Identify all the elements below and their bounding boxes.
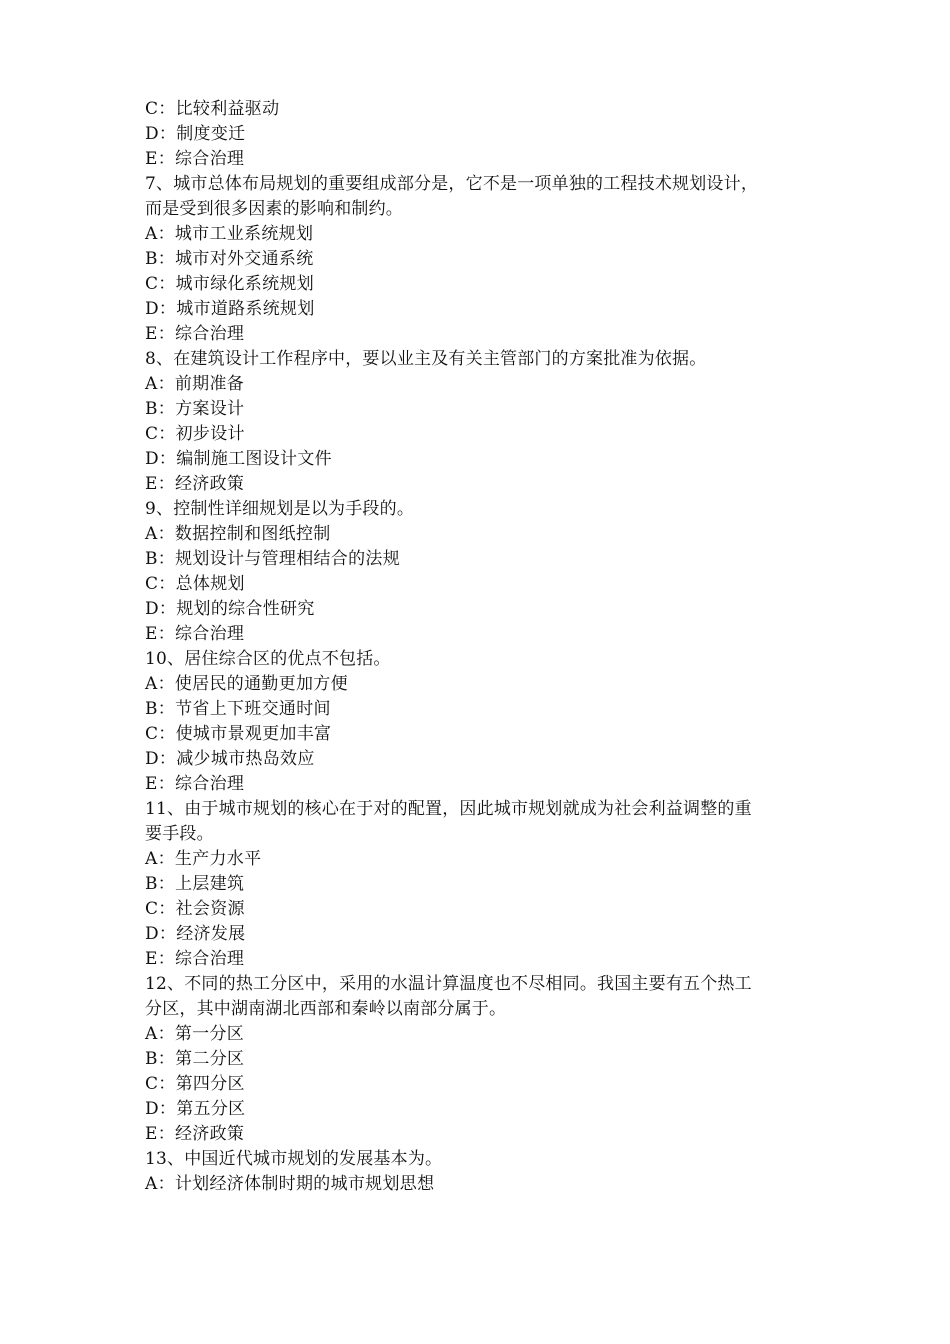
option-line: C：初步设计 bbox=[145, 424, 245, 444]
option-line: D：编制施工图设计文件 bbox=[145, 449, 332, 469]
question-line: 而是受到很多因素的影响和制约。 bbox=[145, 199, 403, 219]
option-line: E：综合治理 bbox=[145, 949, 245, 969]
option-line: E：综合治理 bbox=[145, 149, 245, 169]
option-line: A：使居民的通勤更加方便 bbox=[145, 674, 348, 694]
option-line: E：经济政策 bbox=[145, 474, 245, 494]
option-line: A：第一分区 bbox=[145, 1024, 245, 1044]
option-line: B：上层建筑 bbox=[145, 874, 245, 894]
question-line: 10、居住综合区的优点不包括。 bbox=[145, 649, 391, 669]
option-line: A：前期准备 bbox=[145, 374, 245, 394]
option-line: D：规划的综合性研究 bbox=[145, 599, 315, 619]
question-line: 分区，其中湖南湖北西部和秦岭以南部分属于。 bbox=[145, 999, 507, 1019]
option-line: D：经济发展 bbox=[145, 924, 246, 944]
option-line: D：城市道路系统规划 bbox=[145, 299, 315, 319]
option-line: A：数据控制和图纸控制 bbox=[145, 524, 331, 544]
option-line: C：社会资源 bbox=[145, 899, 245, 919]
question-line: 13、中国近代城市规划的发展基本为。 bbox=[145, 1149, 443, 1169]
option-line: E：综合治理 bbox=[145, 774, 245, 794]
question-line: 12、不同的热工分区中，采用的水温计算温度也不尽相同。我国主要有五个热工 bbox=[145, 974, 752, 994]
option-line: A：生产力水平 bbox=[145, 849, 262, 869]
option-line: E：综合治理 bbox=[145, 624, 245, 644]
option-line: B：规划设计与管理相结合的法规 bbox=[145, 549, 400, 569]
option-line: C：第四分区 bbox=[145, 1074, 245, 1094]
option-line: C：总体规划 bbox=[145, 574, 245, 594]
question-line: 7、城市总体布局规划的重要组成部分是，它不是一项单独的工程技术规划设计， bbox=[145, 174, 759, 194]
option-line: A：计划经济体制时期的城市规划思想 bbox=[145, 1174, 435, 1194]
option-line: E：综合治理 bbox=[145, 324, 245, 344]
option-line: C：比较利益驱动 bbox=[145, 99, 280, 119]
document-page bbox=[145, 97, 815, 1197]
option-line: B：城市对外交通系统 bbox=[145, 249, 314, 269]
question-line: 11、由于城市规划的核心在于对的配置，因此城市规划就成为社会利益调整的重 bbox=[145, 799, 752, 819]
option-line: B：节省上下班交通时间 bbox=[145, 699, 331, 719]
option-line: C：使城市景观更加丰富 bbox=[145, 724, 332, 744]
option-line: B：第二分区 bbox=[145, 1049, 245, 1069]
option-line: E：经济政策 bbox=[145, 1124, 245, 1144]
option-line: B：方案设计 bbox=[145, 399, 245, 419]
question-line: 9、控制性详细规划是以为手段的。 bbox=[145, 499, 415, 519]
option-line: A：城市工业系统规划 bbox=[145, 224, 314, 244]
option-line: D：减少城市热岛效应 bbox=[145, 749, 315, 769]
option-line: D：制度变迁 bbox=[145, 124, 246, 144]
question-line: 8、在建筑设计工作程序中，要以业主及有关主管部门的方案批准为依据。 bbox=[145, 349, 707, 369]
option-line: C：城市绿化系统规划 bbox=[145, 274, 315, 294]
option-line: D：第五分区 bbox=[145, 1099, 246, 1119]
question-line: 要手段。 bbox=[145, 824, 214, 844]
